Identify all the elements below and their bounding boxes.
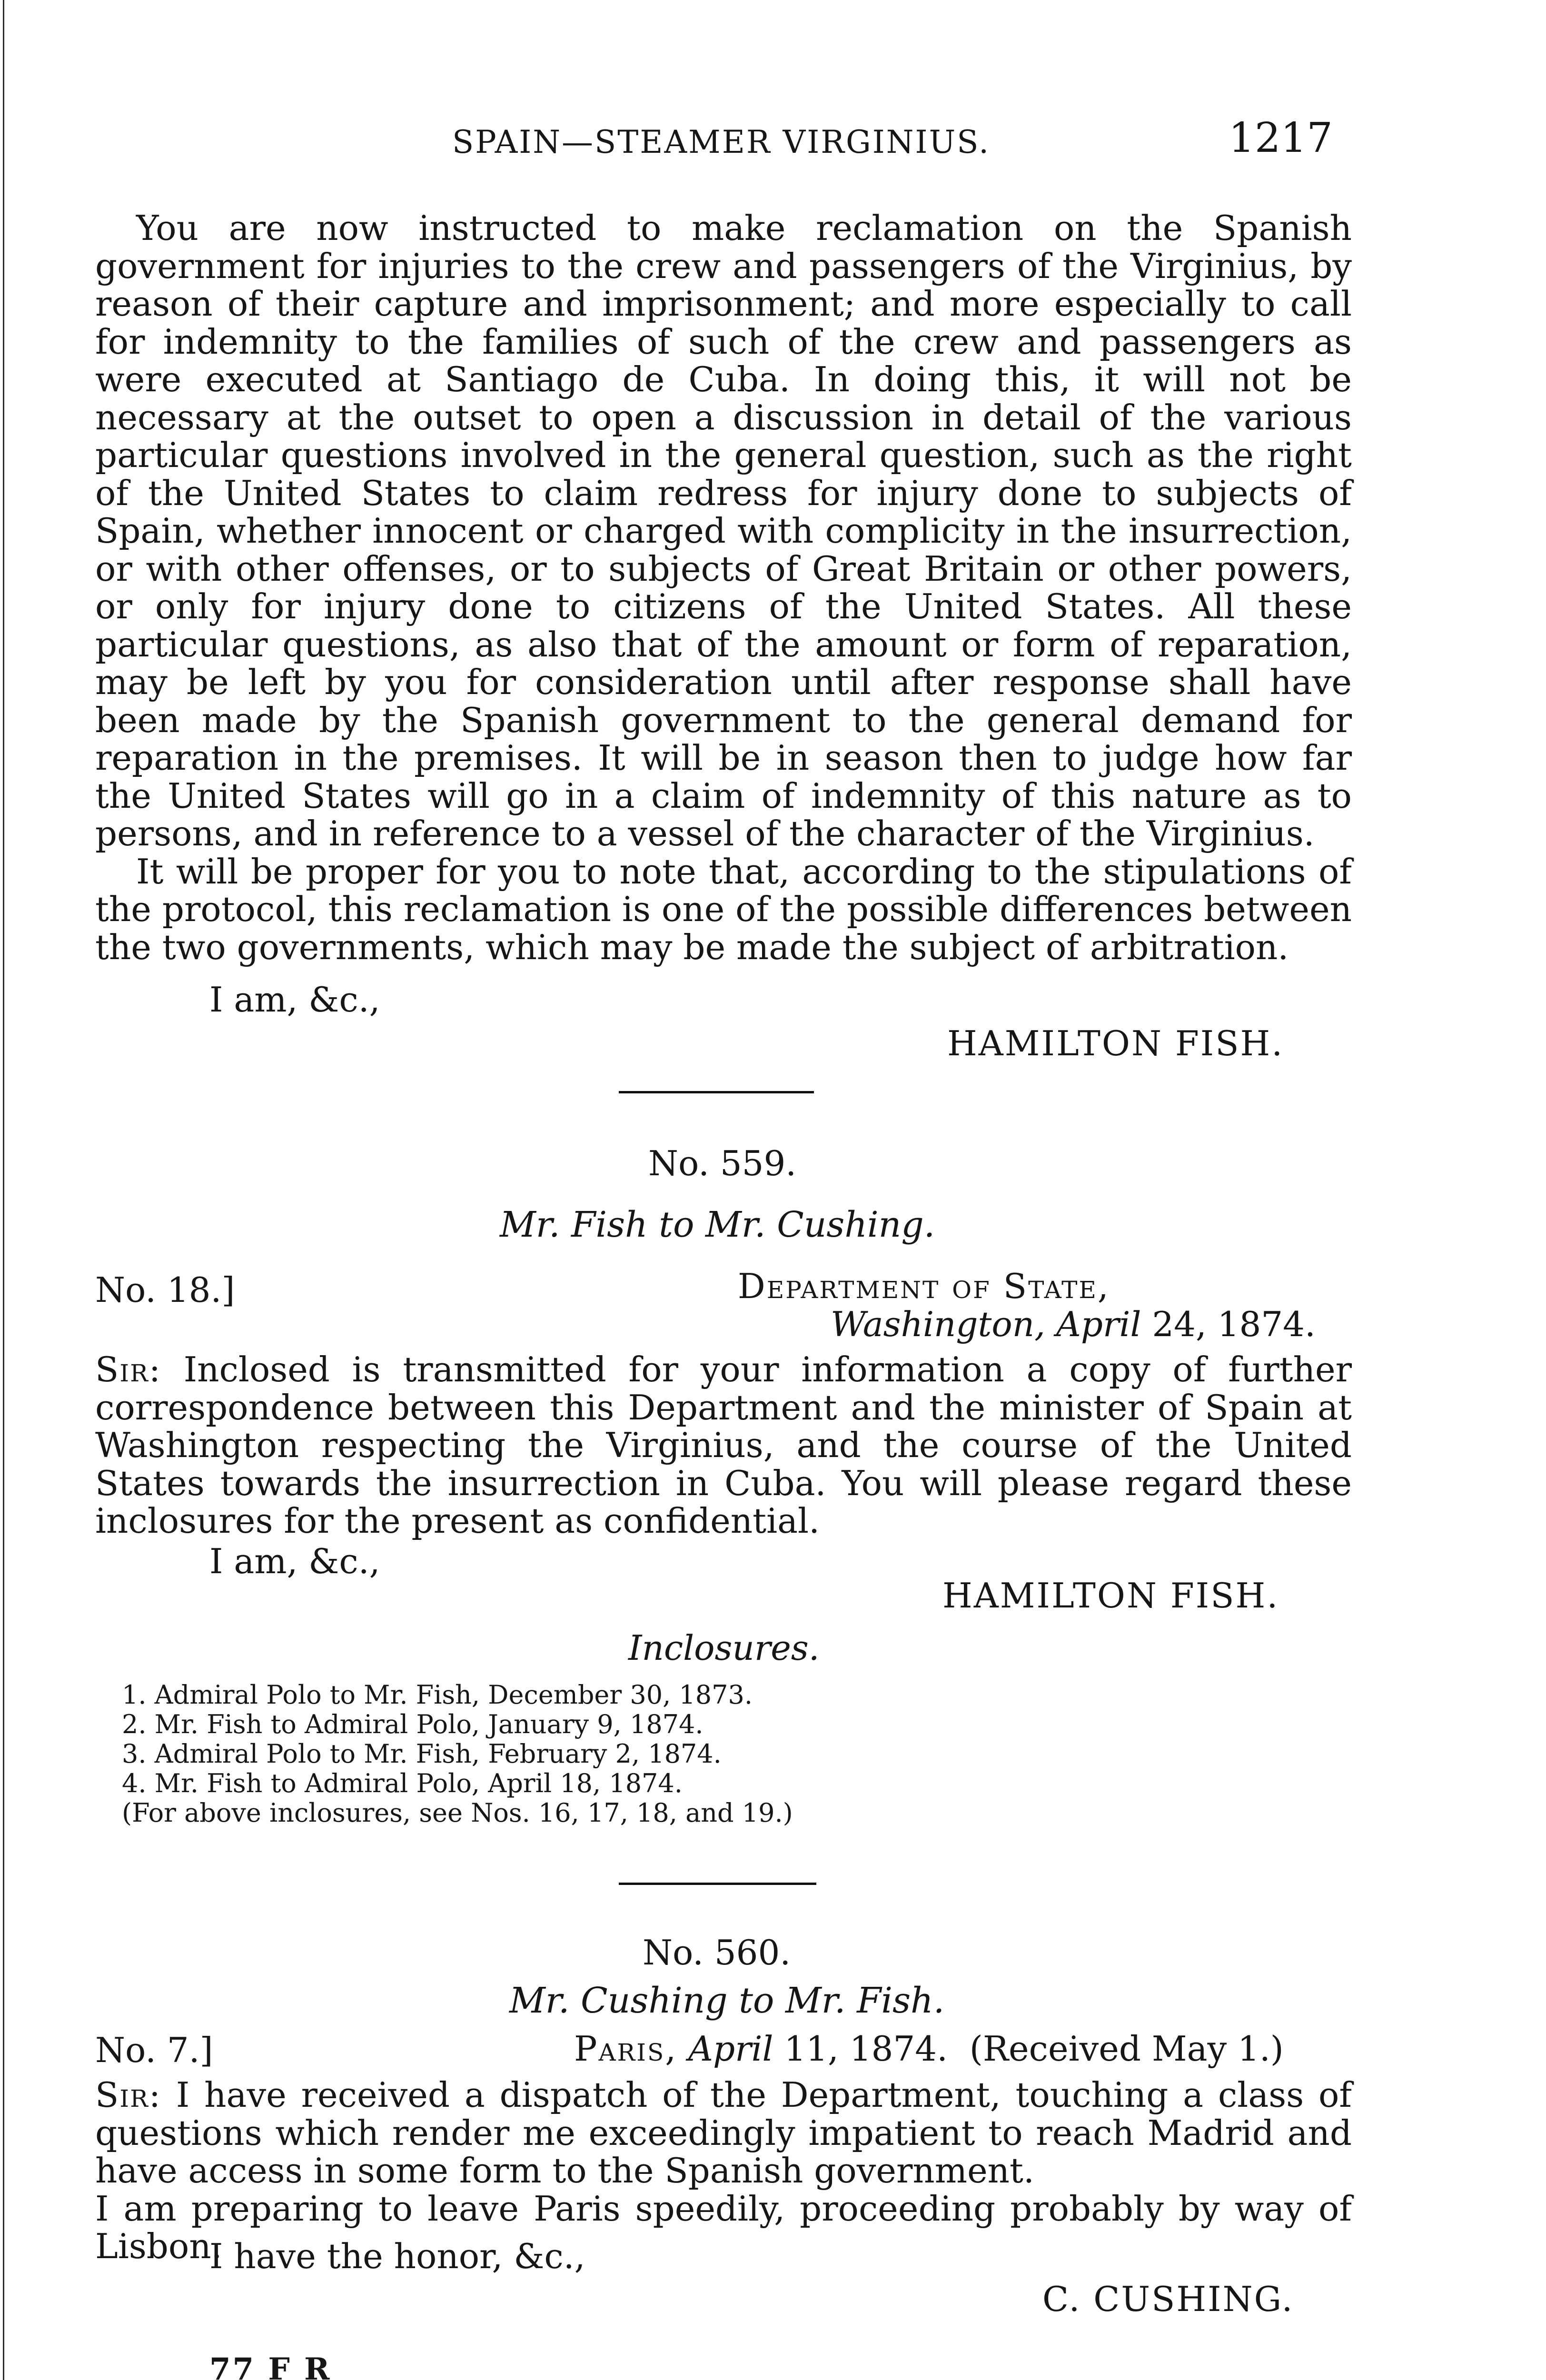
letter-paragraph-2: It will be proper for you to note that, according to the stipulations of the protocol, this reclamation is one of the possible differences between the two governments, which may be made the subject of arbitration. [95, 851, 1352, 967]
dispatch-paragraph-2-560: I am preparing to leave Paris speedily, proceeding probably by way of Lisbon. [95, 2188, 1352, 2266]
list-item: 3. Admiral Polo to Mr. Fish, February 2, 1874. [122, 1739, 722, 1769]
letter-closing: I am, &c., [209, 980, 380, 1020]
list-item: (For above inclosures, see Nos. 16, 17, 18, and 19.) [122, 1798, 793, 1828]
salutation-560: Sir: [95, 2075, 161, 2115]
letter-paragraph-1: You are now instructed to make reclamation on the Spanish government for injuries to the crew and passengers of the Virginius, by reason of their capture and imprisonment; and more especially to call for indemnity to the families of such of the crew and passengers as were executed at Santiago de Cuba. In doing this, it will not be necessary at the outset to open a discussion in detail of the various particular questions involved in the general question, such as the right of the United States to claim redress for injury done to subjects of Spain, whether innocent or charged with complicity in the insurrection, or with other offenses, or to subjects of Great Britain or other powers, or only for injury done to citizens of the United States. All these particular questions, as also that of the amount or form of reparation, may be left by you for consideration until after response shall have been made by the Spanish government to the general demand for reparation in the premises. It will be in season then to judge how far the United States will go in a claim of indemnity of this nature as to persons, and in reference to a vessel of the character of the Virginius. [95, 208, 1352, 853]
dateline-560 [574, 2029, 1284, 2069]
letter-body [95, 209, 1352, 966]
running-head-title: SPAIN—STEAMER VIRGINIUS. [452, 124, 991, 160]
received-date-560: (Received May 1.) [969, 2029, 1284, 2069]
closing-559: I am, &c., [209, 1541, 380, 1581]
inclosures-heading: Inclosures. [628, 1628, 820, 1668]
closing-560: I have the honor, &c., [209, 2236, 585, 2276]
dispatch-text-560: I have received a dispatch of the Department, touching a class of questions which render me exceedingly impatient to reach Madrid and have access in some form to the Spanish government. [95, 2075, 1352, 2191]
signature-560: C. CUSHING. [1042, 2279, 1294, 2319]
document-title-559: Mr. Fish to Mr. Cushing. [500, 1204, 935, 1245]
letter-signature: HAMILTON FISH. [947, 1023, 1284, 1063]
dateline-date-560: 11, 1874. [784, 2029, 948, 2069]
list-item: 4. Mr. Fish to Admiral Polo, April 18, 1874. [122, 1768, 683, 1798]
page-margin-rule [3, 0, 4, 2380]
section-divider [619, 1883, 816, 1885]
inclosures-list [122, 1680, 793, 1828]
signature-mark: 77 F R [209, 2351, 332, 2380]
list-item: 2. Mr. Fish to Admiral Polo, January 9, 1874. [122, 1709, 704, 1739]
section-divider [619, 1091, 814, 1093]
document-title-560: Mr. Cushing to Mr. Fish. [509, 1980, 945, 2021]
dateline-month-560: April [688, 2029, 773, 2069]
dispatch-body-559 [95, 1351, 1352, 1540]
dispatch-text-559: Inclosed is transmitted for your information a copy of further correspondence between this Department and the minister of Spain at Washington respecting the Virginius, and the course of the United States towards the insurrection in Cuba. You will please regard these inclosures for the present as confidential. [95, 1349, 1352, 1541]
dispatch-number-559: No. 18.] [95, 1270, 235, 1310]
salutation-559: Sir: [95, 1349, 161, 1389]
running-head [95, 114, 1352, 171]
signature-559: HAMILTON FISH. [942, 1576, 1279, 1616]
list-item: 1. Admiral Polo to Mr. Fish, December 30, 1873. [122, 1680, 753, 1710]
dispatch-number-560: No. 7.] [95, 2030, 213, 2070]
dateline-place-560: Paris, [574, 2029, 678, 2069]
document-number-559: No. 559. [648, 1143, 797, 1183]
dateline-place-559: Washington, April [831, 1304, 1141, 1344]
document-number-560: No. 560. [643, 1933, 791, 1973]
page-number: 1217 [1229, 114, 1333, 162]
dateline-559 [831, 1304, 1316, 1344]
dateline-date-559: 24, 1874. [1152, 1304, 1316, 1344]
dateline-office-559: Department of State, [738, 1266, 1110, 1306]
